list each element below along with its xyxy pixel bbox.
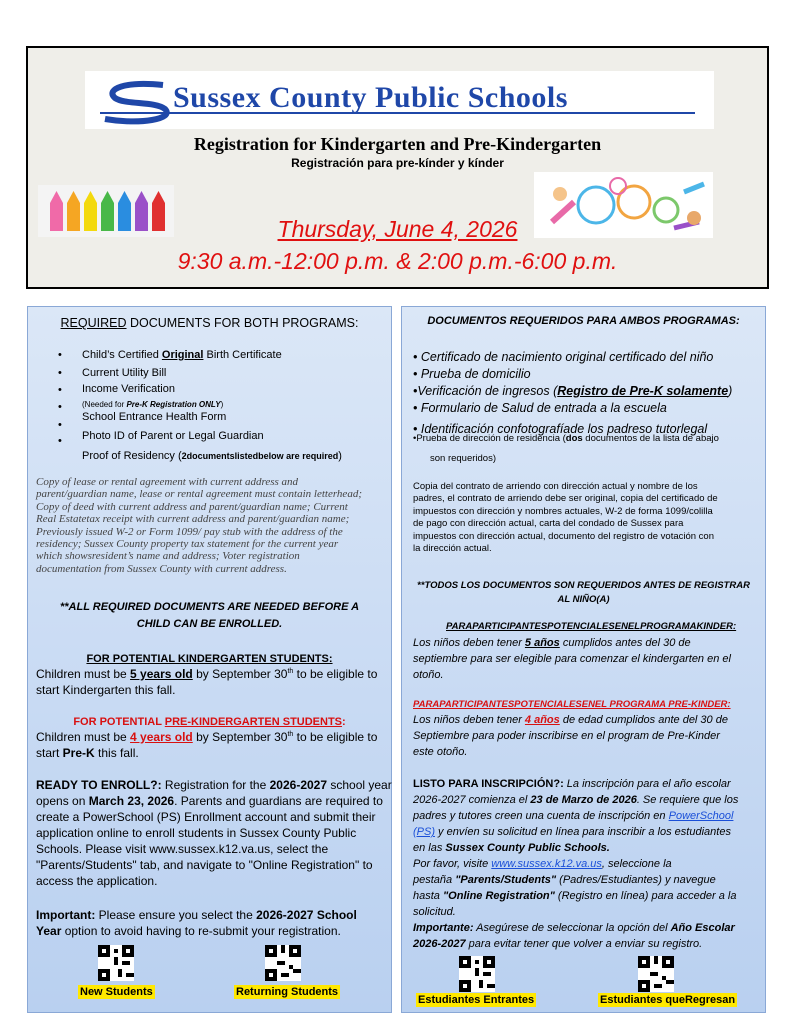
returning-students-link[interactable]: Returning Students bbox=[236, 986, 339, 998]
school-logo bbox=[85, 71, 714, 129]
english-panel: REQUIRED DOCUMENTS FOR BOTH PROGRAMS: • • • • • • Child’s Certified Original Birth Certificate Current Utility Bill Income Verification (Needed for Pre-K Registration ONLY) School Entrance Health Form Photo ID of Parent or Legal Guardian Proof of Residency (2documentslistedbelow are required) Copy of lease or rental agreement with current address and parent/guardian name, lease or rental agreement must contain letterhead; Copy of deed with current address and parent/guardian name; Current Real Estatetax receipt with current address and parent/guardian name; Previously issued W-2 or Form 1099/ pay stub with the address of the residency; Sussex County property tax statement for the current year which showsresident’s name and address; Voter registration documentation from Sussex County with current address. **ALL REQUIRED DOCUMENTS ARE NEEDED BEFORE A CHILD CAN BE ENROLLED. FOR POTENTIAL KINDERGARTEN STUDENTS: Children must be 5 years old by September 30th to be eligible to start Kindergarten this fall. FOR POTENTIAL PRE-KINDERGARTEN STUDENTS: Children must be 4 years old by September 30th to be eligible to start Pre-K this fall. READY TO ENROLL?: Registration for the 2026-2027 school year opens on March 23, 2026. Parents and guardians are required to create a PowerSchool (PS) Enrollment account and submit their application online to enroll students in Sussex County Public Schools. Please visit www.sussex.k12.va.us, select the "Parents/Students" tab, and navigate to "Online Registration" to access the application. Important: Please ensure you select the 2026-2027 School Year option to avoid having to re-submit your registration. New Students Returning Students bbox=[27, 306, 392, 1013]
req-income: Income Verification bbox=[82, 383, 175, 395]
district-website-link[interactable]: www.sussex.k12.va.us bbox=[491, 858, 602, 870]
residencia-item-2: son requeridos) bbox=[430, 453, 497, 464]
prek-es-text: Los niños deben tener 4 años de edad cumplidos ante del 30 de Septiembre para poder inscribirse en el program de Pre-Kinder este otoño. bbox=[413, 714, 728, 758]
residencia-item: •Prueba de dirección de residencia (dos documentos de la lista de abajo bbox=[413, 433, 719, 444]
kinder-age-line: Children must be 5 years old by September 30th to be eligible to bbox=[36, 667, 378, 681]
prek-es-heading: PARAPARTICIPANTESPOTENCIALESENEL PROGRAMA PRE-KINDER: bbox=[413, 699, 731, 710]
req-health-form: School Entrance Health Form bbox=[82, 411, 227, 423]
documentos-list: • Certificado de nacimiento original certificado del niño • Prueba de domicilio •Verificación de ingresos (Registro de Pre-K solamente) • Formulario de Salud de entrada a la escuela • Identificación confotografíade los padreso tutorlegal bbox=[413, 350, 733, 436]
prek-start-line: start Pre-K this fall. bbox=[36, 746, 139, 760]
kinder-heading: FOR POTENTIAL KINDERGARTEN STUDENTS: bbox=[86, 653, 333, 665]
prek-heading: FOR POTENTIAL PRE-KINDERGARTEN STUDENTS: bbox=[73, 716, 346, 728]
all-docs-notice-2: CHILD CAN BE ENROLLED. bbox=[136, 618, 283, 630]
logo-text: Sussex County Public Schools bbox=[173, 81, 568, 114]
new-students-link[interactable]: New Students bbox=[80, 986, 153, 998]
powerschool-link-2[interactable]: (PS) bbox=[413, 826, 435, 838]
event-time: 9:30 a.m.-12:00 p.m. & 2:00 p.m.-6:00 p.m. bbox=[177, 248, 618, 274]
powerschool-link[interactable]: PowerSchool bbox=[668, 810, 734, 822]
ready-to-enroll: READY TO ENROLL?: Registration for the 2026-2027 school year opens on March 23, 2026. Parents and guardians are required to create a PowerSchool (PS) Enrollment account and submit their application online to enroll students in Sussex County Public Schools. Please visit www.sussex.k12.va.us, select the "Parents/Students" tab, and navigate to "Online Registration" to access the application. bbox=[36, 778, 392, 888]
req-prek-note: (Needed for Pre-K Registration ONLY) bbox=[82, 400, 224, 409]
req-utility-bill: Current Utility Bill bbox=[82, 367, 167, 379]
qr-code-icon[interactable] bbox=[265, 945, 301, 981]
required-docs-heading: REQUIRED DOCUMENTS FOR BOTH PROGRAMS: bbox=[60, 316, 359, 330]
todos-docs-notice-1: **TODOS LOS DOCUMENTOS SON REQUERIDOS ANTES DE REGISTRAR bbox=[417, 580, 750, 591]
page-title: Registration for Kindergarten and Pre-Kindergarten bbox=[193, 134, 602, 154]
spanish-panel bbox=[401, 306, 766, 1013]
documentos-heading: DOCUMENTOS REQUERIDOS PARA AMBOS PROGRAMAS: bbox=[427, 315, 740, 327]
qr-code-icon[interactable] bbox=[459, 956, 495, 992]
req-birth-certificate: Child’s Certified Original Birth Certificate bbox=[82, 349, 282, 361]
estudiantes-entrantes-link[interactable]: Estudiantes Entrantes bbox=[418, 994, 535, 1006]
kinder-es-heading: PARAPARTICIPANTESPOTENCIALESENELPROGRAMAKINDER: bbox=[446, 621, 737, 632]
qr-code-icon[interactable] bbox=[98, 945, 134, 981]
event-date: Thursday, June 4, 2026 bbox=[277, 216, 518, 242]
prek-age-line: Children must be 4 years old by September 30th to be eligible to bbox=[36, 730, 378, 744]
important-note: Important: Please ensure you select the 2026-2027 School Year option to avoid having to re-submit your registration. bbox=[36, 908, 357, 938]
event-header bbox=[26, 46, 769, 289]
todos-docs-notice-2: AL NIÑO(A) bbox=[557, 594, 610, 605]
listo-inscripcion: LISTO PARA INSCRIPCIÓN?: La inscripción para el año escolar 2026-2027 comienza el 23 de Marzo de 2026. Se requiere que los padres y tutores creen una cuenta de inscripción en PowerSchool (PS) y envíen su solicitud en línea para inscribir a los estudiantes en las Sussex County Public Schools. Por favor, visite www.sussex.k12.va.us, seleccione la pestaña "Parents/Students" (Padres/Estudiantes) y navegue hasta "Online Registration" (Registro en línea) para acceder a la solicitud. bbox=[413, 778, 739, 918]
kinder-start-line: start Kindergarten this fall. bbox=[36, 683, 176, 697]
req-photo-id: Photo ID of Parent or Legal Guardian bbox=[82, 430, 264, 442]
importante-note: Importante: Asegúrese de seleccionar la opción del Año Escolar 2026-2027 para evitar tener que volver a enviar su registro. bbox=[413, 922, 735, 950]
estudiantes-regresan-link[interactable]: Estudiantes queRegresan bbox=[600, 994, 736, 1006]
page-subtitle: Registración para pre-kínder y kínder bbox=[291, 156, 504, 170]
kinder-es-text: Los niños deben tener 5 años cumplidos antes del 30 de septiembre para ser elegible para comenzar el kindergarten en el otoño. bbox=[413, 637, 731, 681]
qr-code-icon[interactable] bbox=[638, 956, 674, 992]
all-docs-notice-1: **ALL REQUIRED DOCUMENTS ARE NEEDED BEFORE A bbox=[59, 601, 360, 613]
residency-details: Copy of lease or rental agreement with current address and parent/guardian name, lease or rental agreement must contain letterhead; Copy of deed with current address and parent/guardian name; Current Real Estatetax receipt with current address and parent/guardian name; Previously issued W-2 or Form 1099/ pay stub with the address of the residency; Sussex County property tax statement for the current year which showsresident’s name and address; Voter registration documentation from Sussex County with current address. bbox=[36, 476, 362, 575]
residencia-details: Copia del contrato de arriendo con dirección actual y nombre de los padres, el contrato de arriendo debe ser original, copia del certificado de impuestos con dirección y nombres actuales, W-2 de forma 1099/colilla de pago con dirección actual, carta del condado de Sussex para impuestos con dirección actual, documento del registro de votación con la dirección actual. bbox=[413, 481, 718, 555]
req-residency: Proof of Residency (2documentslistedbelow are required) bbox=[82, 450, 342, 462]
